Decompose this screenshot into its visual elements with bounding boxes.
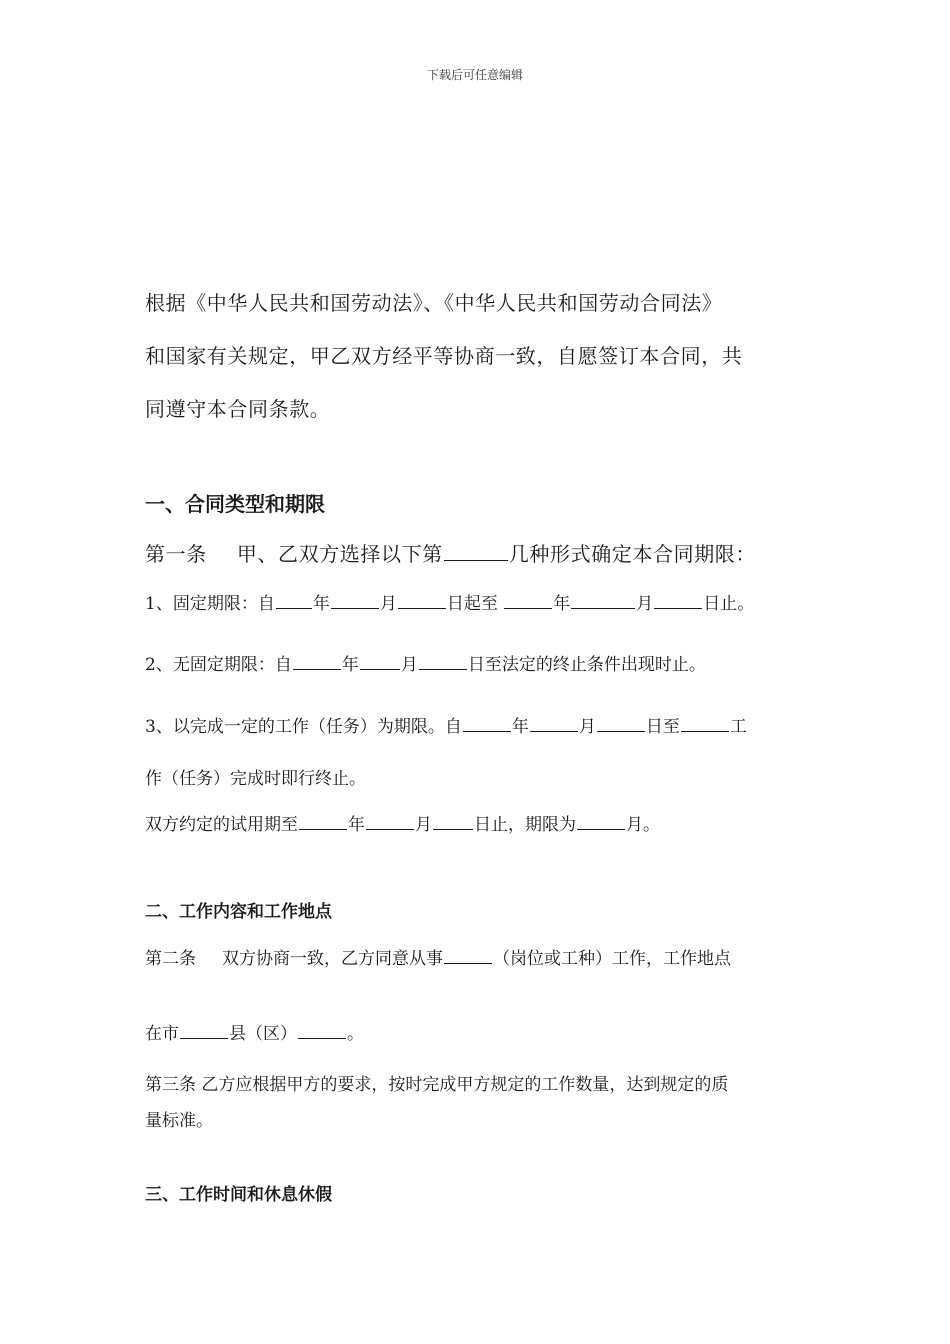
blank-trial-year[interactable] xyxy=(299,812,347,830)
article-1-text-a: 甲、乙双方选择以下第 xyxy=(236,542,443,566)
blank-trial-month[interactable] xyxy=(366,812,414,830)
blank-end-month[interactable] xyxy=(571,591,635,609)
article-2: 第二条 双方协商一致，乙方同意从事 （岗位或工种）工作，工作地点 xyxy=(145,944,731,969)
blank-form-choice[interactable] xyxy=(444,540,508,561)
intro-line-2: 和国家有关规定，甲乙双方经平等协商一致，自愿签订本合同，共 xyxy=(145,344,743,368)
item-1-fixed-term: 1、固定期限：自 年 月 日起至 年 月 日止。 xyxy=(145,589,754,614)
intro-line-1: 根据《中华人民共和国劳动法》、《中华人民共和国劳动合同法》 xyxy=(145,291,723,315)
blank-open-day[interactable] xyxy=(419,652,467,670)
header-note: 下载后可任意编辑 xyxy=(426,68,523,82)
section-3-title: 三、工作时间和休息休假 xyxy=(145,1185,332,1205)
section-2-title: 二、工作内容和工作地点 xyxy=(145,902,332,922)
blank-end-day[interactable] xyxy=(654,591,702,609)
blank-city[interactable] xyxy=(180,1021,228,1039)
article-1-label: 第一条 xyxy=(145,542,207,566)
article-3-line-1: 第三条 乙方应根据甲方的要求，按时完成甲方规定的工作数量，达到规定的质 xyxy=(145,1075,729,1095)
blank-task-until[interactable] xyxy=(681,714,729,732)
item-2-open-term: 2、无固定期限：自 年 月 日至法定的终止条件出现时止。 xyxy=(145,650,706,675)
blank-start-day[interactable] xyxy=(398,591,446,609)
blank-open-year[interactable] xyxy=(293,652,341,670)
blank-trial-months[interactable] xyxy=(577,812,625,830)
blank-position[interactable] xyxy=(444,946,492,964)
article-1 xyxy=(145,538,756,567)
item-3-line-2: 作（任务）完成时即行终止。 xyxy=(145,769,366,789)
blank-task-month[interactable] xyxy=(530,714,578,732)
intro-line-3: 同遵守本合同条款。 xyxy=(145,397,331,421)
blank-start-month[interactable] xyxy=(331,591,379,609)
blank-task-year[interactable] xyxy=(463,714,511,732)
section-1-title: 一、合同类型和期限 xyxy=(145,492,325,516)
blank-task-day[interactable] xyxy=(597,714,645,732)
article-2-label: 第二条 xyxy=(145,949,196,969)
article-3-line-2: 量标准。 xyxy=(145,1111,213,1131)
blank-trial-day[interactable] xyxy=(433,812,473,830)
article-2-location: 在市 县（区） 。 xyxy=(145,1019,364,1044)
blank-start-year[interactable] xyxy=(276,591,312,609)
blank-open-month[interactable] xyxy=(360,652,400,670)
item-3-task-term: 3、以完成一定的工作（任务）为期限。自 年 月 日至 工 xyxy=(145,712,747,737)
blank-end-year[interactable] xyxy=(504,591,552,609)
blank-county[interactable] xyxy=(298,1021,346,1039)
trial-period: 双方约定的试用期至 年 月 日止，期限为 月。 xyxy=(145,810,660,835)
article-1-text-b: 几种形式确定本合同期限： xyxy=(508,542,757,566)
